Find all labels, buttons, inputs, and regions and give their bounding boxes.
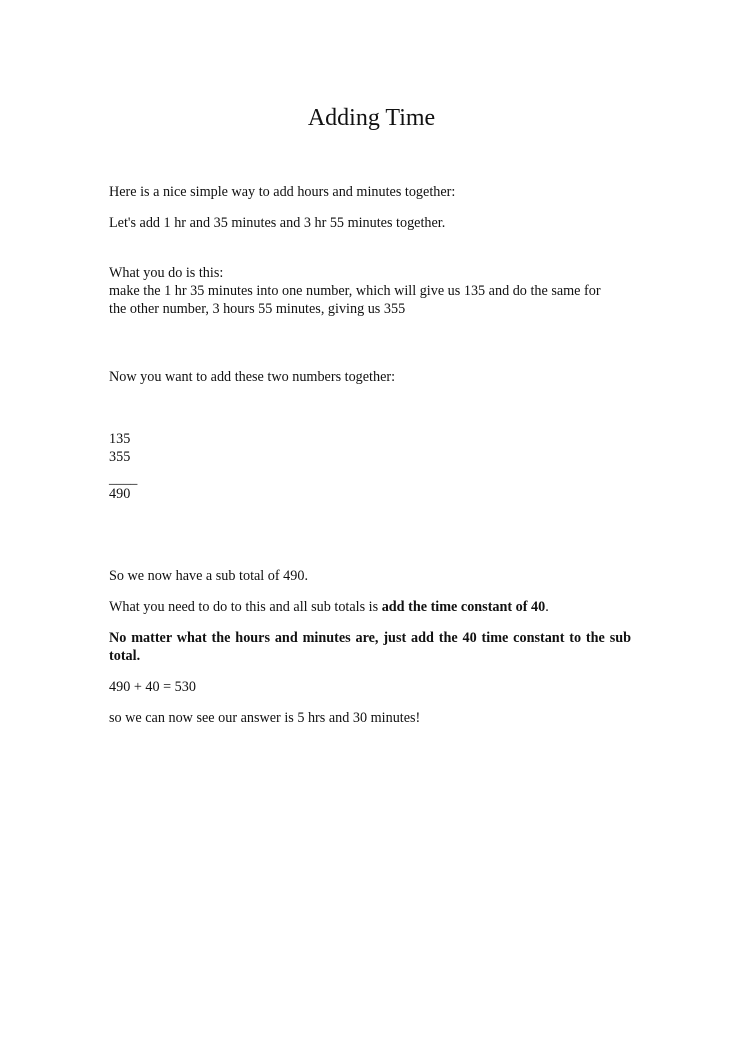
addend-1: 135: [109, 431, 131, 447]
example-text: Let's add 1 hr and 35 minutes and 3 hr 55 minutes together.: [109, 215, 446, 231]
addend-2: 355: [109, 449, 131, 465]
subtotal-text: So we now have a sub total of 490.: [109, 568, 308, 584]
intro-text: Here is a nice simple way to add hours and minutes together:: [109, 184, 456, 200]
constant-suffix: .: [545, 599, 549, 615]
step-line-1: make the 1 hr 35 minutes into one number, which will give us 135 and do the same for: [109, 283, 601, 299]
sum-result: 490: [109, 486, 131, 502]
step-heading: What you do is this:: [109, 265, 224, 281]
page-title: Adding Time: [307, 105, 436, 131]
rule-text: No matter what the hours and minutes are, just add the 40 time constant to the sub total.: [109, 630, 631, 664]
constant-bold: add the time constant of 40: [381, 599, 546, 615]
constant-text: [109, 598, 549, 616]
equation-text: 490 + 40 = 530: [109, 679, 196, 695]
constant-prefix: What you need to do to this and all sub totals is: [109, 599, 382, 615]
sum-rule: ____: [109, 471, 138, 487]
step-line-2: the other number, 3 hours 55 minutes, giving us 355: [109, 301, 406, 317]
add-prompt: Now you want to add these two numbers together:: [109, 369, 396, 385]
answer-text: so we can now see our answer is 5 hrs and 30 minutes!: [109, 710, 421, 726]
